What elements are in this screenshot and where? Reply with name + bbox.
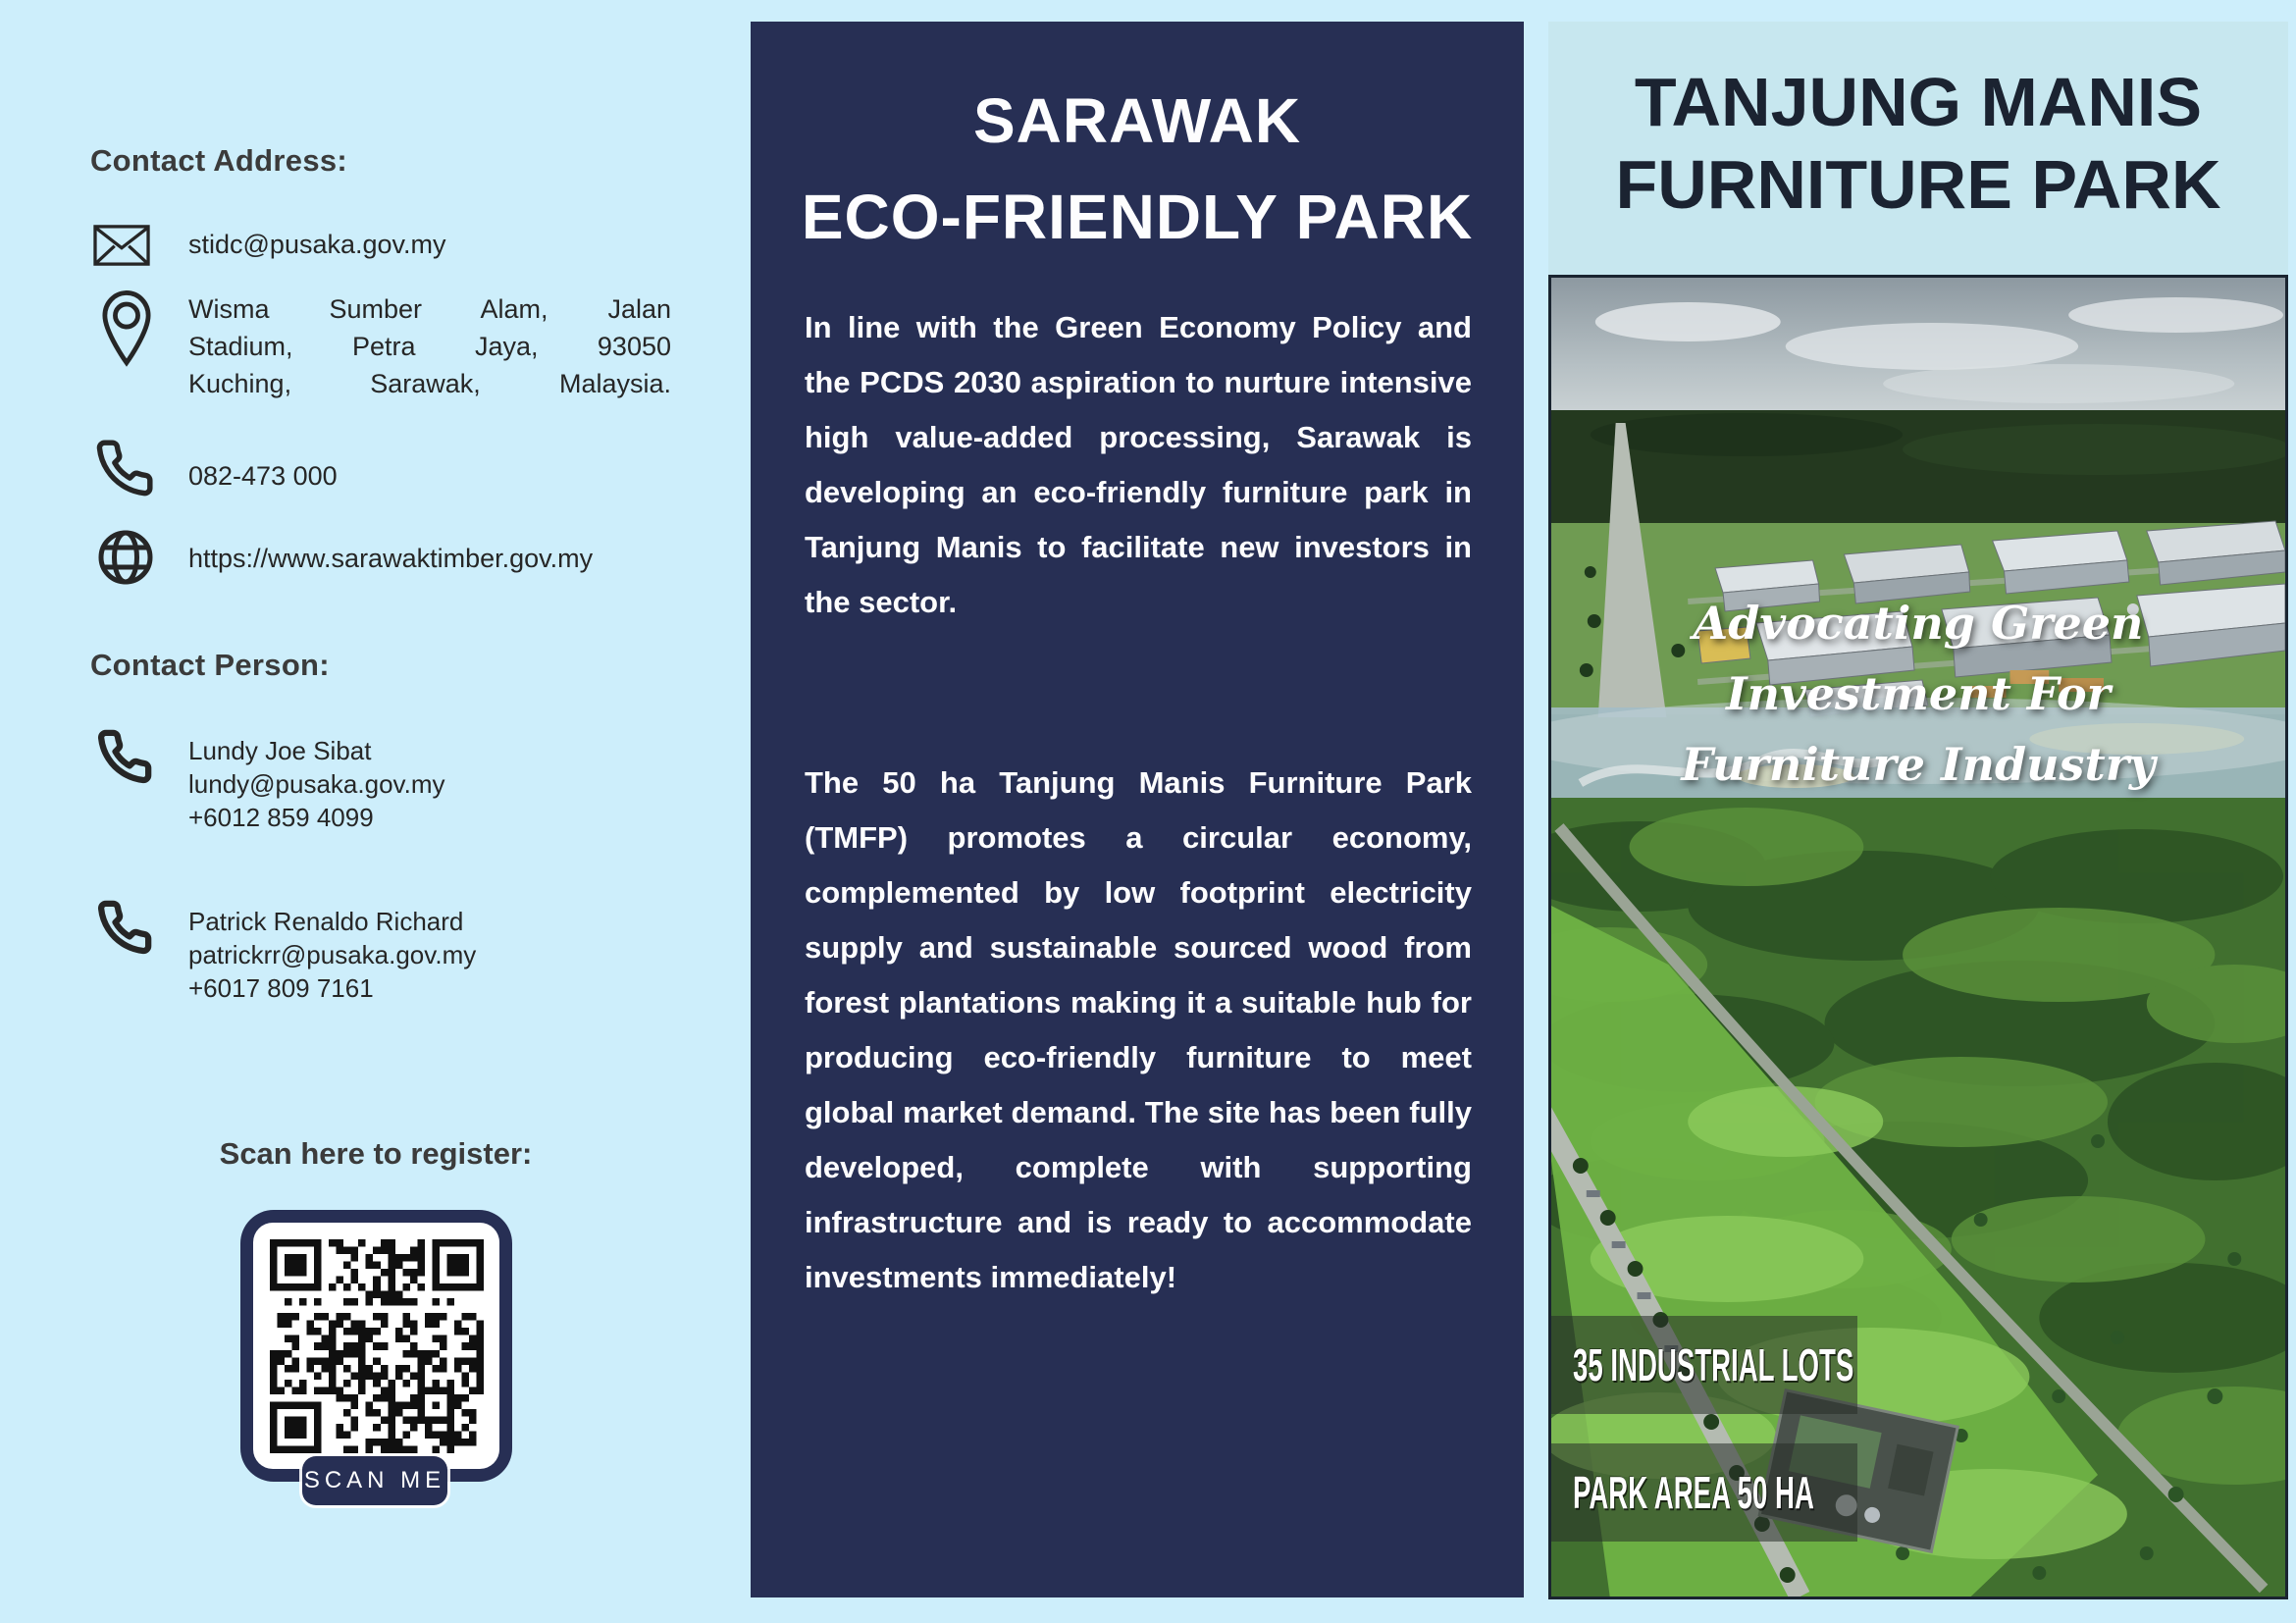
scan-me-badge (302, 1456, 447, 1505)
phone-icon (96, 728, 153, 785)
cover-title-block (1548, 22, 2288, 275)
phone-icon (94, 438, 155, 498)
contact-phone: +6017 809 7161 (188, 973, 374, 1003)
cover-title-line1: TANJUNG MANIS (1634, 64, 2203, 140)
industrial-lots-badge (1551, 1316, 1857, 1414)
address-line: Kuching, Sarawak, Malaysia. (188, 369, 671, 398)
middle-title-line1: SARAWAK (972, 85, 1302, 156)
contact-person-2 (188, 905, 476, 1005)
middle-title-line2: ECO-FRIENDLY PARK (801, 182, 1474, 252)
contact-name: Lundy Joe Sibat (188, 736, 372, 765)
envelope-icon (93, 224, 150, 267)
contact-phone: +6012 859 4099 (188, 803, 374, 832)
photo-tagline-line2: Furniture Industry (1681, 738, 2156, 791)
map-pin-icon (102, 288, 151, 369)
address-line: Stadium, Petra Jaya, 93050 (188, 332, 671, 361)
cover-title-line2: FURNITURE PARK (1615, 146, 2221, 223)
eco-park-panel (751, 22, 1524, 1597)
phone-icon (96, 899, 153, 956)
park-description-paragraph: The 50 ha Tanjung Manis Furniture Park (TMFP) promotes a circular economy, complemented by low footprint electricity supply and sustainable sourced wood from forest plantations making it a suitable hub for producing eco-friendly furniture to meet global market demand. The site has been fully developed, complete with supporting infrastructure and is ready to accommodate investments immediately! (805, 765, 1472, 1294)
qr-inner (253, 1223, 499, 1469)
contact-email: patrickrr@pusaka.gov.my (188, 940, 477, 969)
globe-icon (96, 528, 155, 587)
scan-me-label: SCAN ME (303, 1467, 446, 1493)
contact-panel (0, 0, 751, 1623)
scan-heading: Scan here to register: (219, 1136, 533, 1171)
contact-phone: 082-473 000 (188, 461, 338, 491)
contact-address (188, 290, 671, 402)
middle-title (751, 73, 1524, 265)
qr-frame (240, 1210, 512, 1482)
contact-person-heading: Contact Person: (90, 648, 330, 682)
park-area-label: PARK AREA 50 HA (1573, 1467, 1814, 1518)
contact-website: https://www.sarawaktimber.gov.my (188, 544, 594, 573)
park-area-badge (1551, 1443, 1857, 1542)
contact-name: Patrick Renaldo Richard (188, 907, 464, 936)
qr-code (270, 1239, 484, 1453)
contact-email: stidc@pusaka.gov.my (188, 230, 446, 259)
industrial-lots-label: 35 INDUSTRIAL LOTS (1573, 1339, 1854, 1390)
park-aerial-photo (1548, 275, 2288, 1599)
contact-person-1 (188, 734, 445, 834)
cover-title (1548, 61, 2288, 226)
photo-tagline (1551, 588, 2285, 800)
contact-address-heading: Contact Address: (90, 143, 348, 178)
intro-paragraph: In line with the Green Economy Policy and the PCDS 2030 aspiration to nurture intensive high value-added processing, Sarawak is developing an eco-friendly furniture park in Tanjung Manis to facilitate new investors in the sector. (805, 310, 1472, 619)
contact-email: lundy@pusaka.gov.my (188, 769, 445, 799)
address-line: Wisma Sumber Alam, Jalan (188, 294, 671, 324)
photo-tagline-line1: Advocating Green Investment For (1693, 597, 2144, 720)
